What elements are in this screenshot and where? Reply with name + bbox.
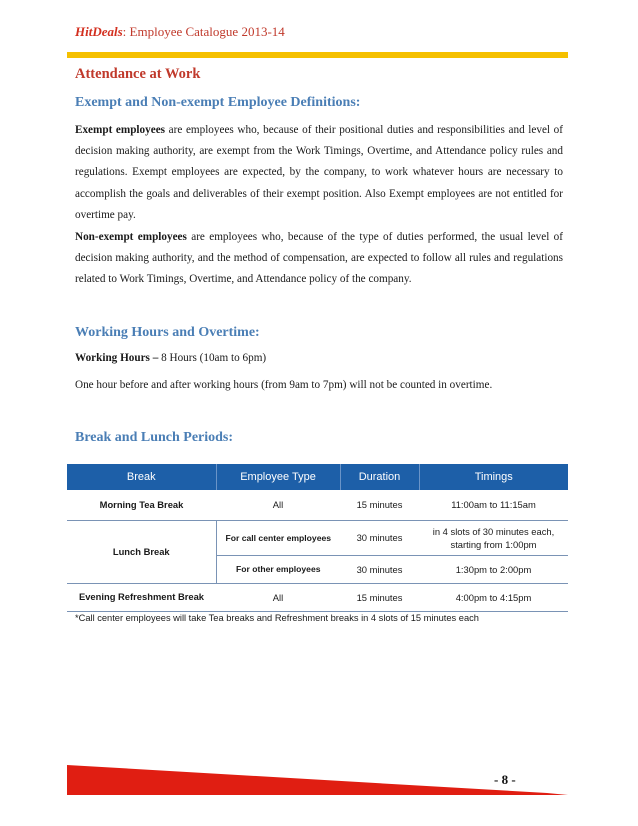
- working-hours-line: [75, 352, 266, 364]
- footnote: *Call center employees will take Tea breaks and Refreshment breaks in 4 slots of 15 minutes each: [75, 613, 479, 623]
- footer-wedge-shape: [67, 765, 568, 795]
- lunch-call-type: For call center employees: [216, 520, 340, 555]
- lunch-other-type: For other employees: [216, 555, 340, 583]
- morning-type: All: [216, 490, 340, 520]
- page-header: [75, 24, 285, 40]
- lunch-call-timings: in 4 slots of 30 minutes each, starting from 1:00pm: [419, 520, 568, 555]
- table-header-row: [67, 464, 568, 490]
- morning-break: Morning Tea Break: [67, 490, 216, 520]
- evening-break: Evening Refreshment Break: [67, 583, 216, 611]
- lunch-other-duration: 30 minutes: [340, 555, 419, 583]
- nonexempt-text: are employees who, because of the type of duties performed, the usual level of decision making authority, and the method of compensation, are expected to follow all rules and regulations related to Work Timings, Overtime, and Attendance policy of the company.: [75, 231, 563, 286]
- working-hours-label: Working Hours –: [75, 352, 159, 364]
- header-timings: Timings: [419, 464, 568, 490]
- morning-timings: 11:00am to 11:15am: [419, 490, 568, 520]
- evening-timings: 4:00pm to 4:15pm: [419, 583, 568, 611]
- lunch-break: Lunch Break: [67, 520, 216, 583]
- section-title: Attendance at Work: [75, 66, 201, 82]
- exempt-term: Exempt employees: [75, 124, 166, 136]
- lunch-other-timings: 1:30pm to 2:00pm: [419, 555, 568, 583]
- exempt-paragraph: [75, 120, 563, 226]
- exempt-text: are employees who, because of their positional duties and responsibilities and level of decision making authority, are exempt from the Work Timings, Overtime, and Attendance policy rules and regulations. Exempt employees are expected, by the company, to work whatever hours are necessary to accomplish the goals and deliverables of their exempt position. Also Exempt employees are not entitled for overtime pay.: [75, 124, 563, 221]
- evening-duration: 15 minutes: [340, 583, 419, 611]
- evening-type: All: [216, 583, 340, 611]
- break-table: [67, 464, 568, 612]
- header-break: Break: [67, 464, 216, 490]
- page-number: - 8 -: [494, 772, 516, 787]
- header-duration: Duration: [340, 464, 419, 490]
- header-employee-type: Employee Type: [216, 464, 340, 490]
- footer-red-wedge: [67, 757, 568, 797]
- overtime-note: One hour before and after working hours (from 9am to 7pm) will not be counted in overtime.: [75, 379, 493, 391]
- lunch-call-duration: 30 minutes: [340, 520, 419, 555]
- exempt-heading: Exempt and Non-exempt Employee Definitions:: [75, 95, 361, 110]
- working-hours-value: 8 Hours (10am to 6pm): [158, 352, 267, 364]
- table-row: [67, 520, 568, 555]
- table-row: [67, 490, 568, 520]
- break-heading: Break and Lunch Periods:: [75, 430, 234, 445]
- nonexempt-paragraph: [75, 227, 563, 291]
- nonexempt-term: Non-exempt employees: [75, 231, 187, 243]
- header-divider: [72, 52, 568, 58]
- hours-heading: Working Hours and Overtime:: [75, 325, 260, 340]
- table-row: [67, 583, 568, 611]
- morning-duration: 15 minutes: [340, 490, 419, 520]
- header-title: : Employee Catalogue 2013-14: [122, 24, 285, 39]
- brand-logo: HitDeals: [75, 24, 123, 39]
